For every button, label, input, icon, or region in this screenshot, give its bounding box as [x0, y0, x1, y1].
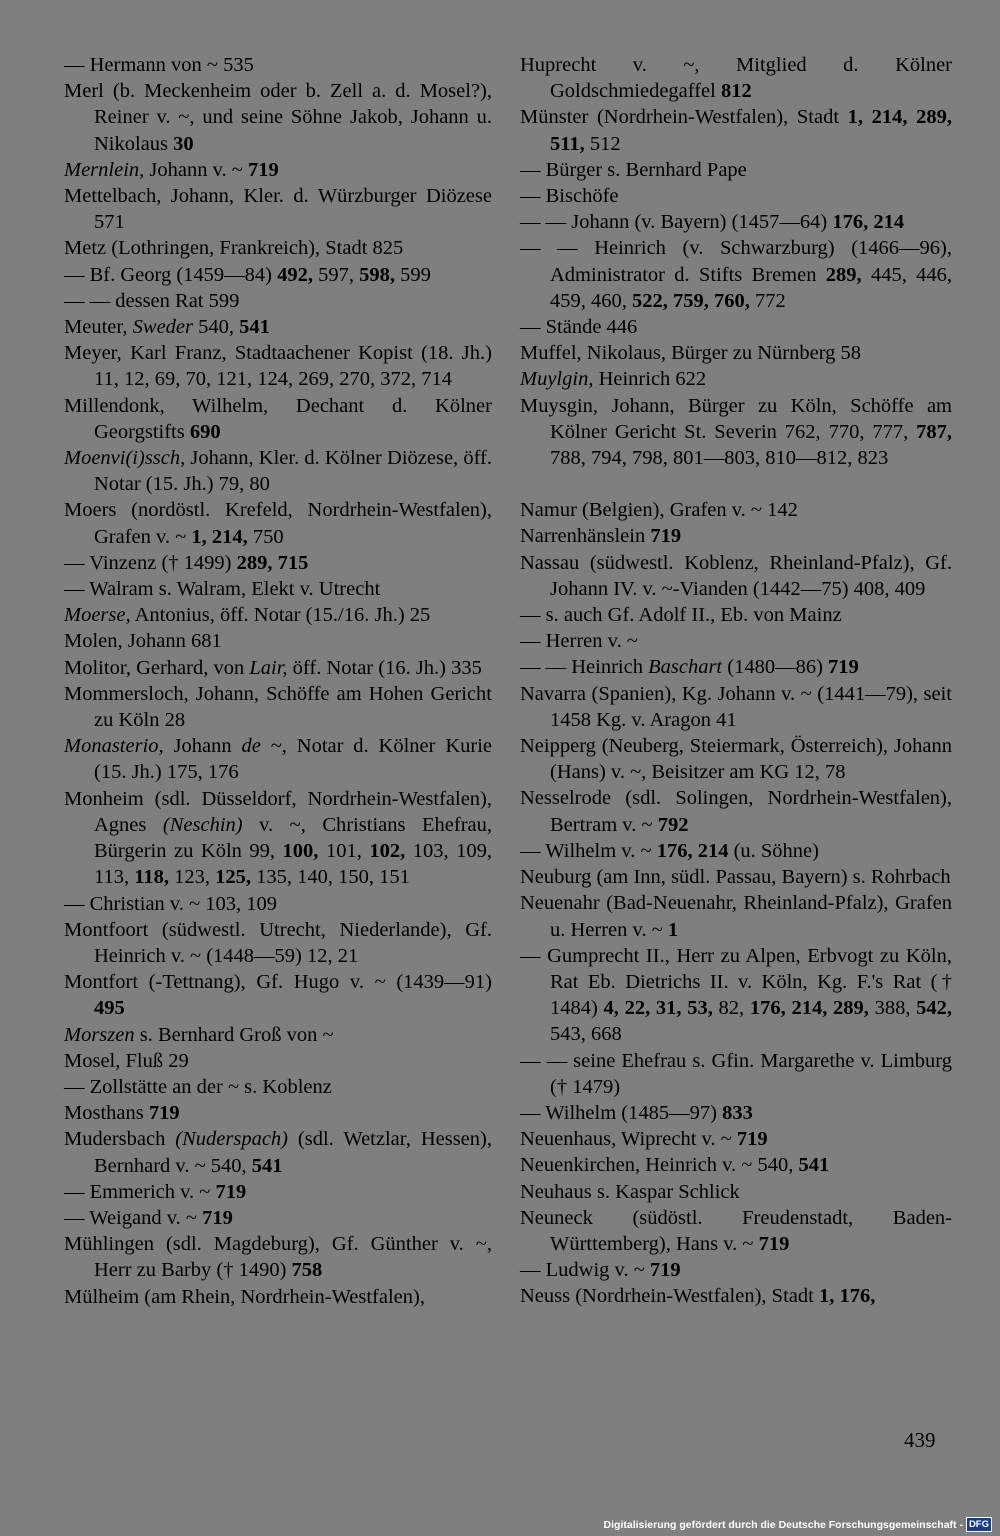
entry-text: 543, 668 — [550, 1023, 622, 1046]
entry-text: 690 — [189, 420, 221, 443]
footer-text: Digitalisierung gefördert durch die Deutsche Forschungsgemeinschaft - — [603, 1518, 963, 1531]
index-entry — [520, 393, 952, 472]
entry-text: 541 — [239, 316, 270, 339]
index-entry — [64, 78, 492, 157]
index-entry — [64, 655, 492, 681]
index-entry — [64, 1231, 492, 1283]
entry-text: öff. Notar (16. Jh.) 335 — [287, 656, 482, 679]
page-number: 439 — [904, 1428, 936, 1452]
entry-text: Monheim (sdl. Düsseldorf, Nordrhein-Westfalen), Agnes — [64, 787, 492, 836]
entry-text: Johann v. ~ — [144, 158, 248, 181]
entry-text: — — Johann (v. Bayern) (1457—64) — [520, 211, 833, 234]
index-entry — [520, 1205, 952, 1257]
entry-text: Baschart — [648, 656, 723, 679]
index-entry — [520, 1283, 952, 1309]
entry-text: Neuenahr (Bad-Neuenahr, Rheinland-Pfalz), Grafen u. Herren v. ~ — [520, 892, 952, 941]
entry-text: 289, — [825, 263, 862, 286]
entry-text: 719 — [736, 1128, 768, 1151]
index-entry — [520, 733, 952, 785]
index-entry — [64, 969, 492, 1021]
entry-text: 599 — [395, 263, 431, 286]
entry-text: 388, — [868, 997, 917, 1020]
entry-text: — — seine Ehefrau s. Gfin. Margarethe v. Limburg († 1479) — [520, 1049, 952, 1098]
index-entry — [520, 209, 952, 235]
entry-text: 542, — [916, 997, 953, 1020]
index-entry — [64, 550, 492, 576]
entry-text: 495 — [94, 997, 125, 1020]
entry-text: — — dessen Rat 599 — [64, 289, 240, 312]
entry-text: — s. auch Gf. Adolf II., Eb. von Mainz — [520, 604, 842, 627]
entry-text: 750 — [247, 525, 284, 548]
index-entry — [520, 1257, 952, 1283]
index-entry — [520, 235, 952, 314]
index-entry — [520, 1048, 952, 1100]
entry-text: 772 — [749, 289, 786, 312]
index-entry — [64, 1100, 492, 1126]
entry-text: Neuenkirchen, Heinrich v. ~ 540, — [520, 1154, 799, 1177]
entry-text: (u. Söhne) — [728, 839, 819, 862]
entry-text: Moenvi(i)ssch, — [64, 447, 186, 470]
entry-text: Lair, — [249, 656, 288, 679]
entry-text: 719 — [202, 1206, 233, 1229]
index-entry — [64, 1205, 492, 1231]
entry-text: — Wilhelm v. ~ — [520, 839, 657, 862]
entry-text: 719 — [248, 158, 279, 181]
index-entry — [520, 628, 952, 654]
entry-text: Neuburg (am Inn, südl. Passau, Bayern) s. Rohrbach — [520, 866, 951, 889]
entry-text: — Weigand v. ~ — [64, 1206, 203, 1229]
entry-text: Navarra (Spanien), Kg. Johann v. ~ (1441—79), seit 1458 Kg. v. Aragon 41 — [520, 682, 952, 731]
index-entry — [64, 1179, 492, 1205]
entry-text: Molen, Johann 681 — [64, 630, 222, 653]
index-entry — [520, 550, 952, 602]
index-entry — [64, 681, 492, 733]
entry-text: Millendonk, Wilhelm, Dechant d. Kölner Georgstifts — [64, 394, 492, 443]
index-column-right — [520, 52, 952, 1310]
entry-text: Morszen — [64, 1023, 135, 1046]
index-entry — [64, 1022, 492, 1048]
index-entry — [64, 183, 492, 235]
entry-text: Huprecht v. ~, Mitglied d. Kölner Goldschmiedegaffel — [520, 54, 952, 103]
index-entry — [64, 497, 492, 549]
index-entry — [520, 864, 952, 890]
entry-text: — Wilhelm (1485—97) — [520, 1101, 723, 1124]
entry-text: ~, Notar d. Kölner Kurie (15. Jh.) 175, 176 — [94, 735, 493, 784]
entry-text: 176, 214 — [832, 211, 905, 234]
entry-text: — Gumprecht II., Herr zu Alpen, Erbvogt zu Köln, Rat Eb. Dietrichs II. v. Köln, Kg. F.'s Rat († 1484) — [520, 944, 952, 1020]
entry-text: 719 — [215, 1180, 247, 1203]
entry-text: 1, 176, — [818, 1285, 876, 1308]
entry-text: 792 — [657, 813, 689, 836]
entry-text: Muylgin, — [520, 368, 594, 391]
index-entry — [520, 52, 952, 104]
entry-text: Merl (b. Meckenheim oder b. Zell a. d. Mosel?), Reiner v. ~, und seine Söhne Jakob, Johann u. Nikolaus — [64, 80, 492, 155]
entry-text: (sdl. Wetzlar, Hessen), Bernhard v. ~ 540, — [94, 1128, 492, 1177]
entry-text: 101, — [318, 840, 370, 863]
entry-text: 541 — [798, 1154, 830, 1177]
entry-text: Heinrich 622 — [593, 368, 707, 391]
entry-text: (1480—86) — [722, 656, 829, 679]
entry-text: — Bf. Georg (1459—84) — [64, 263, 278, 286]
index-entry — [520, 785, 952, 837]
entry-text: Metz (Lothringen, Frankreich), Stadt 825 — [64, 237, 404, 260]
entry-text: — Bürger s. Bernhard Pape — [520, 158, 747, 181]
index-column-left — [64, 52, 492, 1310]
dfg-logo: DFG — [966, 1517, 992, 1532]
entry-text: — Hermann von ~ 535 — [64, 54, 254, 76]
entry-text: — — Heinrich — [520, 656, 649, 679]
entry-text: — Ludwig v. ~ — [520, 1259, 650, 1282]
entry-text: 758 — [291, 1259, 323, 1282]
index-entry — [64, 262, 492, 288]
entry-text: Johann — [163, 735, 242, 758]
entry-text: 719 — [828, 656, 859, 679]
index-entry — [520, 183, 952, 209]
entry-text: 102, — [369, 840, 406, 863]
index-entry — [64, 235, 492, 261]
entry-text: — Christian v. ~ 103, 109 — [64, 892, 278, 915]
entry-text: Neuss (Nordrhein-Westfalen), Stadt — [520, 1285, 819, 1308]
index-entry — [520, 890, 952, 942]
entry-text: 812 — [720, 80, 752, 103]
entry-text: 103, 109, 113, — [94, 840, 493, 889]
entry-text: 788, 794, 798, 801—803, 810—812, 823 — [550, 447, 889, 470]
entry-text: Meuter, — [64, 316, 133, 339]
entry-text: 541 — [251, 1154, 283, 1177]
entry-text: s. Bernhard Groß von ~ — [134, 1023, 334, 1046]
entry-text: — — Heinrich (v. Schwarzburg) (1466—96), Administrator d. Stifts Bremen — [520, 237, 952, 286]
entry-text: Johann, Kler. d. Kölner Diözese, öff. Notar (15. Jh.) 79, 80 — [94, 447, 492, 496]
entry-text: Münster (Nordrhein-Westfalen), Stadt — [520, 106, 848, 129]
index-entry — [520, 340, 952, 366]
entry-text: 512 — [584, 132, 621, 155]
entry-text: 4, 22, 31, 53, — [603, 997, 713, 1020]
index-entry — [520, 681, 952, 733]
index-entry — [520, 366, 952, 392]
entry-text: 492, — [277, 263, 314, 286]
entry-text: Neuenhaus, Wiprecht v. ~ — [520, 1128, 737, 1151]
entry-text: 176, 214 — [656, 839, 729, 862]
index-entry — [64, 891, 492, 917]
index-entry — [520, 1179, 952, 1205]
entry-text: Muysgin, Johann, Bürger zu Köln, Schöffe am Kölner Gericht St. Severin 762, 770, 777, — [520, 394, 952, 443]
entry-text: 833 — [722, 1101, 753, 1124]
entry-text: 540, — [193, 316, 240, 339]
entry-text: Montfoort (südwestl. Utrecht, Niederlande), Gf. Heinrich v. ~ (1448—59) 12, 21 — [64, 918, 492, 967]
index-entry — [64, 733, 492, 785]
entry-text: Montfort (-Tettnang), Gf. Hugo v. ~ (1439—91) — [64, 971, 492, 994]
entry-text: Mommersloch, Johann, Schöffe am Hohen Gericht zu Köln 28 — [64, 682, 492, 732]
entry-text: 719 — [148, 1102, 180, 1125]
entry-text: 176, 214, 289, — [749, 997, 869, 1020]
entry-text: Neuneck (südöstl. Freudenstadt, Baden-Württemberg), Hans v. ~ — [520, 1206, 952, 1255]
index-entry — [520, 314, 952, 340]
entry-text: Mettelbach, Johann, Kler. d. Würzburger Diözese 571 — [64, 185, 492, 234]
entry-text: (Neschin) — [162, 813, 243, 836]
index-entry — [520, 1126, 952, 1152]
entry-text: 445, 446, 459, 460, — [550, 263, 953, 312]
index-entry — [64, 1074, 492, 1100]
entry-text: Muffel, Nikolaus, Bürger zu Nürnberg 58 — [520, 342, 862, 365]
entry-text: Neipperg (Neuberg, Steiermark, Österreich), Johann (Hans) v. ~, Beisitzer am KG 12, 78 — [520, 735, 952, 784]
index-entry — [64, 288, 492, 314]
entry-text: 118, — [134, 866, 169, 889]
entry-text: Sweder — [132, 316, 193, 339]
index-entry — [520, 602, 952, 628]
index-entry — [64, 445, 492, 497]
index-entry — [64, 393, 492, 445]
entry-text: Mülheim (am Rhein, Nordrhein-Westfalen), — [64, 1285, 425, 1308]
entry-text: 1 — [667, 918, 679, 941]
index-entry — [64, 786, 492, 891]
entry-text: 787, — [916, 420, 952, 443]
entry-text: 289, 715 — [236, 551, 309, 574]
entry-text: 719 — [650, 525, 682, 548]
entry-text: (Nuderspach) — [175, 1128, 288, 1151]
entry-text: — Vinzenz († 1499) — [64, 551, 237, 574]
index-entry — [64, 314, 492, 340]
entry-text: 123, — [169, 866, 216, 889]
entry-text: 30 — [173, 132, 194, 155]
index-entry — [64, 576, 492, 602]
entry-text: — Walram s. Walram, Elekt v. Utrecht — [64, 578, 381, 601]
entry-text: Narrenhänslein — [520, 525, 651, 548]
entry-text: 597, — [313, 263, 360, 286]
entry-gap — [520, 471, 952, 497]
entry-text: 1, 214, — [191, 525, 248, 548]
entry-text: Mernlein, — [64, 158, 145, 181]
index-entry — [64, 628, 492, 654]
entry-text: Mühlingen (sdl. Magdeburg), Gf. Günther v. ~, Herr zu Barby († 1490) — [64, 1233, 492, 1282]
index-entry — [520, 1100, 952, 1126]
entry-text: Moers (nordöstl. Krefeld, Nordrhein-Westfalen), Grafen v. ~ — [64, 499, 492, 548]
entry-text: Meyer, Karl Franz, Stadtaachener Kopist (18. Jh.) 11, 12, 69, 70, 121, 124, 269, 270, 372, 714 — [64, 342, 492, 391]
index-entry — [520, 497, 952, 523]
index-entry — [64, 1284, 492, 1310]
entry-text: 125, — [215, 866, 251, 889]
index-entry — [520, 523, 952, 549]
index-entry — [520, 104, 952, 156]
entry-text: Mudersbach — [64, 1128, 176, 1151]
entry-text: Monasterio, — [64, 735, 164, 758]
index-entry — [64, 157, 492, 183]
entry-text: 135, 140, 150, 151 — [251, 866, 410, 889]
entry-text: v. ~, Christians Ehefrau, Bürgerin zu Köln 99, — [94, 813, 492, 863]
index-entry — [64, 1048, 492, 1074]
entry-text: Nesselrode (sdl. Solingen, Nordrhein-Westfalen), Bertram v. ~ — [520, 787, 952, 836]
entry-text: Mosthans — [64, 1102, 149, 1125]
entry-text: 82, — [712, 997, 750, 1020]
index-entry — [520, 943, 952, 1048]
entry-text: — Herren v. ~ — [520, 630, 638, 653]
entry-text: Molitor, Gerhard, von — [64, 656, 250, 679]
index-entry — [520, 157, 952, 183]
entry-text: Namur (Belgien), Grafen v. ~ 142 — [520, 499, 798, 522]
entry-text: Antonius, öff. Notar (15./16. Jh.) 25 — [130, 604, 431, 627]
entry-text: — Stände 446 — [520, 316, 638, 339]
index-entry — [520, 654, 952, 680]
entry-text: Moerse, — [64, 604, 131, 627]
footer — [604, 1517, 992, 1532]
entry-text: 1, 214, 289, 511, — [550, 106, 953, 155]
entry-text: de — [241, 735, 261, 758]
entry-text: — Zollstätte an der ~ s. Koblenz — [64, 1075, 332, 1098]
entry-text: 598, — [359, 263, 396, 286]
index-entry — [520, 1152, 952, 1178]
entry-text: Neuhaus s. Kaspar Schlick — [520, 1180, 740, 1203]
entry-text: — Emmerich v. ~ — [64, 1180, 216, 1203]
index-entry — [64, 917, 492, 969]
index-entry — [64, 340, 492, 392]
entry-text: 100, — [282, 840, 319, 863]
index-entry — [64, 52, 492, 78]
entry-text: Nassau (südwestl. Koblenz, Rheinland-Pfalz), Gf. Johann IV. v. ~-Vianden (1442—75) 408, 409 — [520, 551, 952, 600]
index-entry — [64, 602, 492, 628]
entry-text: Mosel, Fluß 29 — [64, 1049, 189, 1072]
entry-text: — Bischöfe — [520, 185, 619, 208]
entry-text: 522, 759, 760, — [632, 289, 750, 312]
index-entry — [520, 838, 952, 864]
entry-text: 719 — [758, 1232, 790, 1255]
index-entry — [64, 1126, 492, 1178]
entry-text: 719 — [649, 1259, 681, 1282]
